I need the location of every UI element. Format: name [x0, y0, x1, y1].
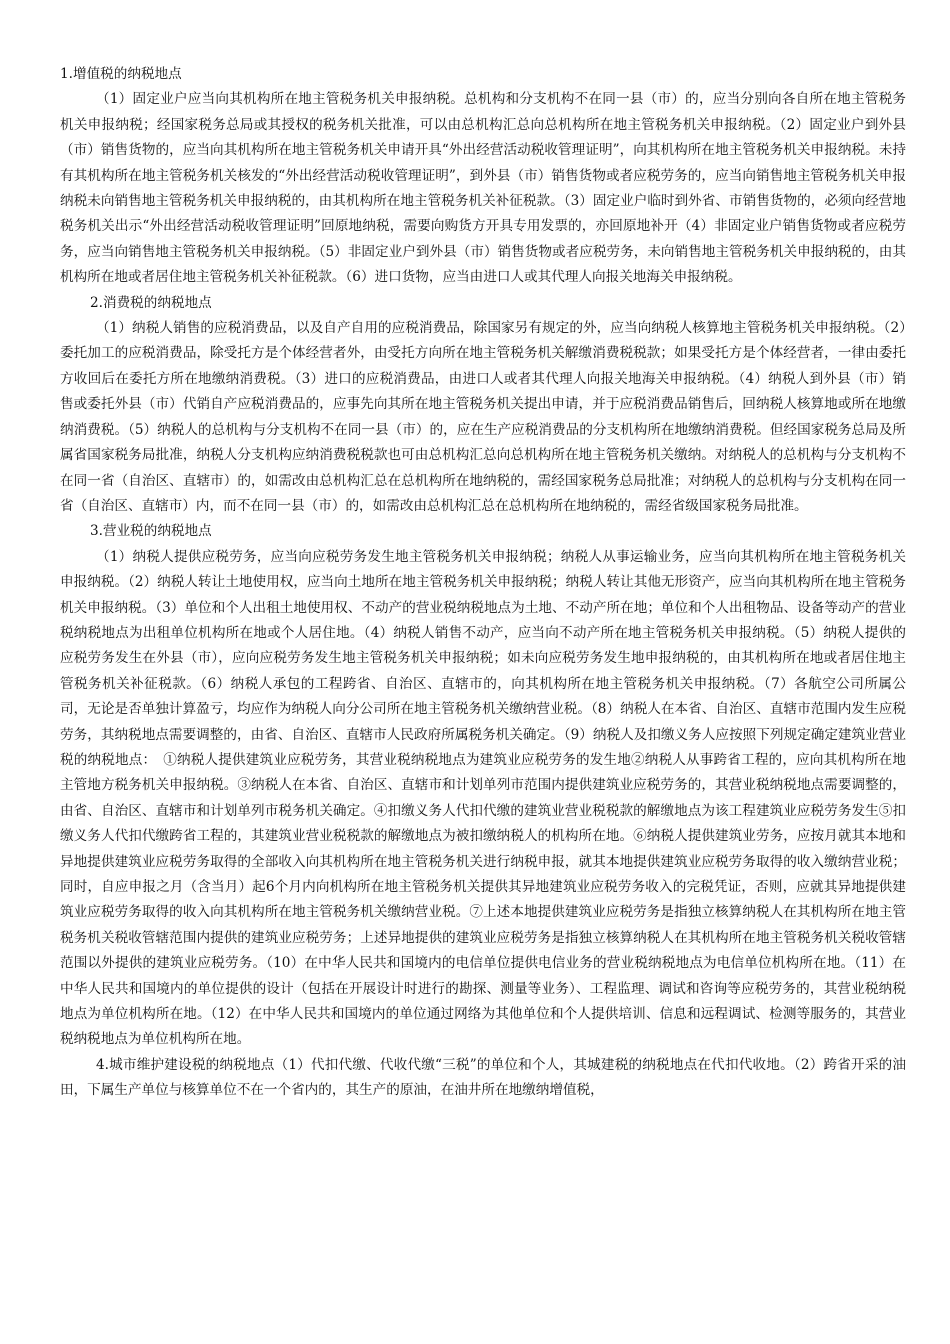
section-1-heading: 1.增值税的纳税地点 [60, 66, 182, 82]
section-4-body: 4.城市维护建设税的纳税地点（1）代扣代缴、代收代缴“三税”的单位和个人，其城建税的纳税地点在代扣代收地。（2）跨省开采的油田，下属生产单位与核算单位不在一个省内的，其生产的原油，在油井所在地缴纳增值税， [60, 1056, 906, 1099]
section-2-heading: 2.消费税的纳税地点 [90, 294, 212, 311]
section-2-body: （1）纳税人销售的应税消费品，以及自产自用的应税消费品，除国家另有规定的外，应当向纳税人核算地主管税务机关申报纳税。（2）委托加工的应税消费品，除受托方是个体经营者外，由受托方向所在地主管税务机关解缴消费税税款；如果受托方是个体经营者，一律由委托方收回后在委托方所在地缴纳消费税。（3）进口的应税消费品，由进口人或者其代理人向报关地海关申报纳税。（4）纳税人到外县（市）销售或委托外县（市）代销自产应税消费品的，应事先向其所在地主管税务机关提出申请，并于应税消费品销售后，回纳税人核算地或所在地缴纳消费税。（5）纳税人的总机构与分支机构不在同一县（市）的，应在生产应税消费品的分支机构所在地缴纳消费税。但经国家税务总局及所属省国家税务局批准，纳税人分支机构应纳消费税税款也可由总机构汇总向总机构所在地主管税务机关缴纳。对纳税人的总机构与分支机构不在同一省（自治区、直辖市）的，如需改由总机构汇总在总机构所在地纳税的，需经国家税务总局批准；对纳税人的总机构与分支机构在同一省（自治区、直辖市）内，而不在同一县（市）的，如需改由总机构汇总在总机构所在地纳税的，需经省级国家税务局批准。 [60, 320, 906, 514]
section-3-body: （1）纳税人提供应税劳务，应当向应税劳务发生地主管税务机关申报纳税；纳税人从事运输业务，应当向其机构所在地主管税务机关申报纳税。（2）纳税人转让土地使用权，应当向土地所在地主管税务机关申报纳税；纳税人转让其他无形资产，应当向其机构所在地主管税务机关申报纳税。（3）单位和个人出租土地使用权、不动产的营业税纳税地点为土地、不动产所在地；单位和个人出租物品、设备等动产的营业税纳税地点为出租单位机构所在地或个人居住地。（4）纳税人销售不动产，应当向不动产所在地主管税务机关申报纳税。（5）纳税人提供的应税劳务发生在外县（市），应向应税劳务发生地主管税务机关申报纳税；如未向应税劳务发生地申报纳税的，由其机构所在地或者居住地主管税务机关补征税款。（6）纳税人承包的工程跨省、自治区、直辖市的，向其机构所在地主管税务机关申报纳税。（7）各航空公司所属公司，无论是否单独计算盈亏，均应作为纳税人向分公司所在地主管税务机关缴纳营业税。（8）纳税人在本省、自治区、直辖市范围内发生应税劳务，其纳税地点需要调整的，由省、自治区、直辖市人民政府所属税务机关确定。（9）纳税人及扣缴义务人应按照下列规定确定建筑业营业税的纳税地点： ①纳税人提供建筑业应税劳务，其营业税纳税地点为建筑业应税劳务的发生地②纳税人从事跨省工程的，应向其机构所在地主管地方税务机关申报纳税。③纳税人在本省、自治区、直辖市和计划单列市范围内提供建筑业应税劳务的，其营业税纳税地点需要调整的，由省、自治区、直辖市和计划单列市税务机关确定。④扣缴义务人代扣代缴的建筑业营业税税款的解缴地点为该工程建筑业应税劳务发生⑤扣缴义务人代扣代缴跨省工程的，其建筑业营业税税款的解缴地点为被扣缴纳税人的机构所在地。⑥纳税人提供建筑业劳务，应按月就其本地和异地提供建筑业应税劳务取得的全部收入向其机构所在地主管税务机关进行纳税申报，就其本地提供建筑业应税劳务取得的收入缴纳营业税；同时，自应申报之月（含当月）起6个月内向机构所在地主管税务机关提供其异地建筑业应税劳务收入的完税凭证，否则，应就其异地提供建筑业应税劳务取得的收入向其机构所在地主管税务机关缴纳营业税。⑦上述本地提供建筑业应税劳务是指独立核算纳税人在其机构所在地主管税务机关税收管辖范围内提供的建筑业应税劳务；上述异地提供的建筑业应税劳务是指独立核算纳税人在其机构所在地主管税务机关税收管辖范围以外提供的建筑业应税劳务。（10）在中华人民共和国境内的电信单位提供电信业务的营业税纳税地点为电信单位机构所在地。（11）在中华人民共和国境内的单位提供的设计（包括在开展设计时进行的勘探、测量等业务）、工程监理、调试和咨询等应税劳务的，其营业税纳税地点为单位机构所在地。（12）在中华人民共和国境内的单位通过网络为其他单位和个人提供培训、信息和远程调试、检测等服务的，其营业税纳税地点为单位机构所在地。 [60, 548, 906, 1048]
section-3-heading: 3.营业税的纳税地点 [90, 523, 212, 540]
document-page [60, 62, 906, 1104]
section-1-body: （1）固定业户应当向其机构所在地主管税务机关申报纳税。总机构和分支机构不在同一县（市）的，应当分别向各自所在地主管税务机关申报纳税；经国家税务总局或其授权的税务机关批准，可以由总机构汇总向总机构所在地主管税务机关申报纳税。（2）固定业户到外县（市）销售货物的，应当向其机构所在地主管税务机关申请开具“外出经营活动税收管理证明”，向其机构所在地主管税务机关申报纳税。未持有其机构所在地主管税务机关核发的“外出经营活动税收管理证明”，到外县（市）销售货物或者应税劳务的，应当向销售地主管税务机关申报纳税未向销售地主管税务机关申报纳税的，由其机构所在地主管税务机关补征税款。（3）固定业户临时到外省、市销售货物的，必须向经营地税务机关出示“外出经营活动税收管理证明”回原地纳税，需要向购货方开具专用发票的，亦回原地补开（4）非固定业户销售货物或者应税劳务，应当向销售地主管税务机关申报纳税。（5）非固定业户到外县（市）销售货物或者应税劳务，未向销售地主管税务机关申报纳税的，由其机构所在地或者居住地主管税务机关补征税款。（6）进口货物，应当由进口人或其代理人向报关地海关申报纳税。 [60, 91, 906, 286]
